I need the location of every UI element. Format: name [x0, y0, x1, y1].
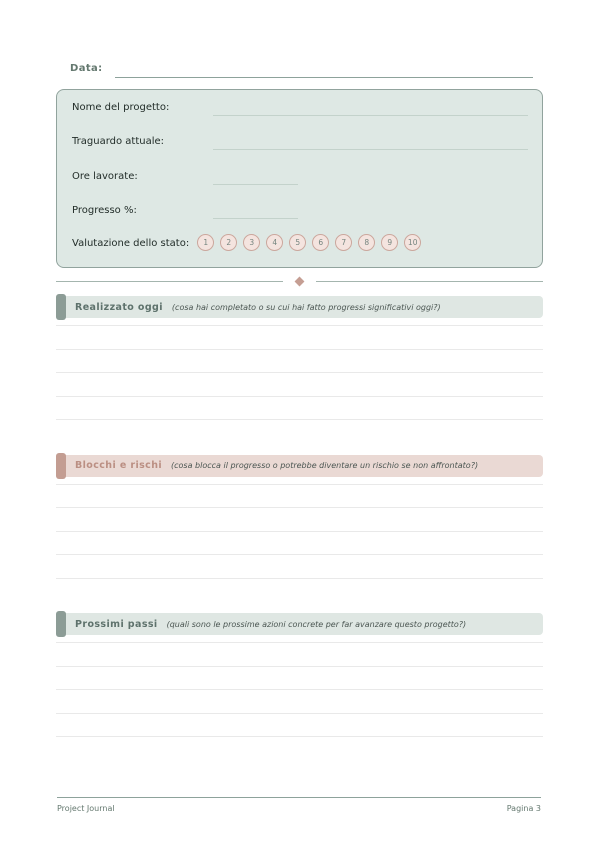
status-rating-row — [72, 219, 528, 254]
diamond-ornament-icon — [295, 277, 305, 287]
rating-scale — [197, 234, 421, 251]
section-hint: (quali sono le prossime azioni concrete per far avanzare questo progetto?) — [166, 619, 467, 629]
section-title: Prossimi passi — [75, 618, 158, 630]
writing-area[interactable] — [56, 477, 543, 579]
writing-line[interactable] — [56, 318, 543, 326]
writing-line[interactable] — [56, 555, 543, 579]
section-accent-bar — [56, 294, 66, 320]
footer-document-title: Project Journal — [57, 804, 115, 813]
hours-worked-label: Ore lavorate: — [72, 170, 138, 182]
section-header — [56, 296, 543, 318]
section-next-steps — [56, 613, 543, 737]
project-name-label: Nome del progetto: — [72, 101, 170, 113]
section-title: Blocchi e rischi — [75, 460, 163, 471]
section-title: Realizzato oggi — [75, 301, 163, 313]
section-divider — [56, 277, 543, 286]
status-rating-label: Valutazione dello stato: — [72, 237, 190, 249]
writing-line[interactable] — [56, 397, 543, 421]
date-label: Data: — [70, 63, 103, 74]
rating-circle-10[interactable]: 10 — [404, 234, 421, 251]
writing-line[interactable] — [56, 532, 543, 556]
writing-line[interactable] — [56, 667, 543, 691]
writing-line[interactable] — [56, 635, 543, 643]
writing-line[interactable] — [56, 373, 543, 397]
date-input-line[interactable] — [115, 77, 533, 78]
rating-circle-9[interactable]: 9 — [381, 234, 398, 251]
field-row-progress-percent — [72, 185, 528, 220]
writing-area[interactable] — [56, 635, 543, 737]
page-footer — [57, 797, 541, 813]
rating-circle-7[interactable]: 7 — [335, 234, 352, 251]
writing-area[interactable] — [56, 318, 543, 420]
rating-circle-1[interactable]: 1 — [197, 234, 214, 251]
writing-line[interactable] — [56, 690, 543, 714]
progress-percent-label: Progresso %: — [72, 205, 137, 216]
rating-circle-3[interactable]: 3 — [243, 234, 260, 251]
writing-line[interactable] — [56, 485, 543, 509]
field-row-project-name — [72, 90, 528, 116]
project-name-input-line[interactable] — [213, 115, 528, 116]
current-milestone-input-line[interactable] — [213, 149, 528, 150]
writing-line[interactable] — [56, 477, 543, 485]
writing-line[interactable] — [56, 350, 543, 374]
section-accent-bar — [56, 611, 66, 637]
rating-circle-8[interactable]: 8 — [358, 234, 375, 251]
section-accomplished-today — [56, 296, 543, 420]
rating-circle-4[interactable]: 4 — [266, 234, 283, 251]
section-blockers-risks — [56, 455, 543, 579]
section-hint: (cosa blocca il progresso o potrebbe diventare un rischio se non affrontato?) — [171, 461, 479, 470]
writing-line[interactable] — [56, 326, 543, 350]
section-header — [56, 455, 543, 477]
progress-percent-input-line[interactable] — [213, 218, 298, 219]
date-row — [0, 0, 600, 78]
project-info-box — [56, 89, 543, 268]
footer-page-number: Pagina 3 — [506, 804, 541, 813]
section-accent-bar — [56, 453, 66, 479]
rating-circle-6[interactable]: 6 — [312, 234, 329, 251]
writing-line[interactable] — [56, 508, 543, 532]
rating-circle-5[interactable]: 5 — [289, 234, 306, 251]
divider-line-left — [56, 281, 283, 282]
section-header — [56, 613, 543, 635]
rating-circle-2[interactable]: 2 — [220, 234, 237, 251]
writing-line[interactable] — [56, 714, 543, 738]
hours-worked-input-line[interactable] — [213, 184, 298, 185]
section-hint: (cosa hai completato o su cui hai fatto progressi significativi oggi?) — [171, 302, 441, 312]
divider-line-right — [316, 281, 543, 282]
field-row-current-milestone — [72, 116, 528, 151]
field-row-hours-worked — [72, 150, 528, 185]
current-milestone-label: Traguardo attuale: — [72, 136, 165, 147]
writing-line[interactable] — [56, 643, 543, 667]
